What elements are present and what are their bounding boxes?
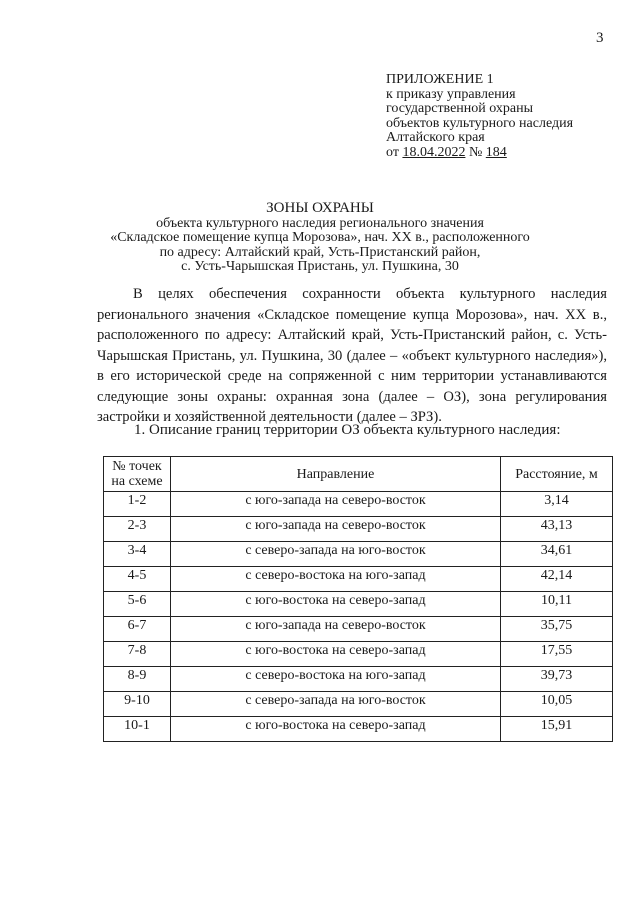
cell-direction: с юго-запада на северо-восток (171, 492, 501, 517)
table-row (104, 567, 613, 592)
cell-direction: с северо-запада на юго-восток (171, 542, 501, 567)
cell-direction: с северо-востока на юго-запад (171, 567, 501, 592)
appendix-header (386, 73, 573, 160)
cell-direction: с юго-востока на северо-запад (171, 642, 501, 667)
appendix-line: государственной охраны (386, 101, 534, 116)
table-row (104, 692, 613, 717)
order-number: 184 (485, 144, 507, 160)
cell-points: 3-4 (104, 542, 171, 567)
cell-points: 4-5 (104, 567, 171, 592)
appendix-date-line (386, 146, 573, 161)
section-heading: 1. Описание границ территории ОЗ объекта культурного наследия: (134, 422, 561, 438)
cell-direction: с северо-востока на юго-запад (171, 667, 501, 692)
table-row (104, 642, 613, 667)
intro-paragraph: В целях обеспечения сохранности объекта культурного наследия регионального значения «Складское помещение купца Морозова», нач. XX в., расположенного по адресу: Алтайский край, Усть-Пристанский район, с. Усть-Чарышская Пристань, ул. Пушкина, 30 (далее – «объект культурного наследия»), в его исторической среде на сопряженной с ним территории устанавливаются следующие зоны охраны: охранная зона (далее – ОЗ), зона регулирования застройки и хозяйственной деятельности (далее – ЗРЗ). (97, 286, 607, 425)
appendix-line: объектов культурного наследия (386, 115, 574, 131)
appendix-title: ПРИЛОЖЕНИЕ 1 (386, 72, 494, 87)
cell-distance: 43,13 (501, 517, 613, 542)
title-line: по адресу: Алтайский край, Усть-Пристанский район, (159, 244, 481, 260)
cell-distance: 42,14 (501, 567, 613, 592)
cell-distance: 35,75 (501, 617, 613, 642)
cell-direction: с юго-востока на северо-запад (171, 717, 501, 742)
cell-direction: с юго-запада на северо-восток (171, 617, 501, 642)
date-prefix: от (386, 144, 403, 160)
cell-direction: с северо-запада на юго-восток (171, 692, 501, 717)
cell-points: 8-9 (104, 667, 171, 692)
header-direction: Направление (171, 457, 501, 492)
title-line: объекта культурного наследия регионального значения (156, 215, 484, 231)
cell-distance: 39,73 (501, 667, 613, 692)
number-sign: № (465, 144, 486, 160)
table-row (104, 592, 613, 617)
cell-points: 9-10 (104, 692, 171, 717)
title-main: ЗОНЫ ОХРАНЫ (266, 200, 374, 216)
cell-points: 10-1 (104, 717, 171, 742)
cell-direction: с юго-запада на северо-восток (171, 517, 501, 542)
cell-distance: 34,61 (501, 542, 613, 567)
header-distance: Расстояние, м (501, 457, 613, 492)
cell-distance: 15,91 (501, 717, 613, 742)
document-title (60, 201, 580, 275)
cell-points: 2-3 (104, 517, 171, 542)
cell-distance: 10,05 (501, 692, 613, 717)
cell-distance: 3,14 (501, 492, 613, 517)
title-line: с. Усть-Чарышская Пристань, ул. Пушкина, 30 (181, 259, 459, 274)
cell-distance: 10,11 (501, 592, 613, 617)
table-row (104, 617, 613, 642)
table-row (104, 542, 613, 567)
page-number: 3 (596, 30, 604, 46)
table-row (104, 517, 613, 542)
table-header-row (104, 457, 613, 492)
order-date: 18.04.2022 (402, 144, 466, 160)
appendix-line: Алтайского края (386, 130, 485, 145)
cell-points: 5-6 (104, 592, 171, 617)
header-points: № точек на схеме (104, 457, 171, 492)
boundary-table (103, 456, 613, 742)
appendix-line: к приказу управления (386, 86, 516, 102)
table-row (104, 492, 613, 517)
cell-points: 7-8 (104, 642, 171, 667)
cell-points: 6-7 (104, 617, 171, 642)
cell-points: 1-2 (104, 492, 171, 517)
table-row (104, 717, 613, 742)
table-row (104, 667, 613, 692)
cell-distance: 17,55 (501, 642, 613, 667)
title-line: «Складское помещение купца Морозова», нач. XX в., расположенного (110, 230, 530, 245)
cell-direction: с юго-востока на северо-запад (171, 592, 501, 617)
